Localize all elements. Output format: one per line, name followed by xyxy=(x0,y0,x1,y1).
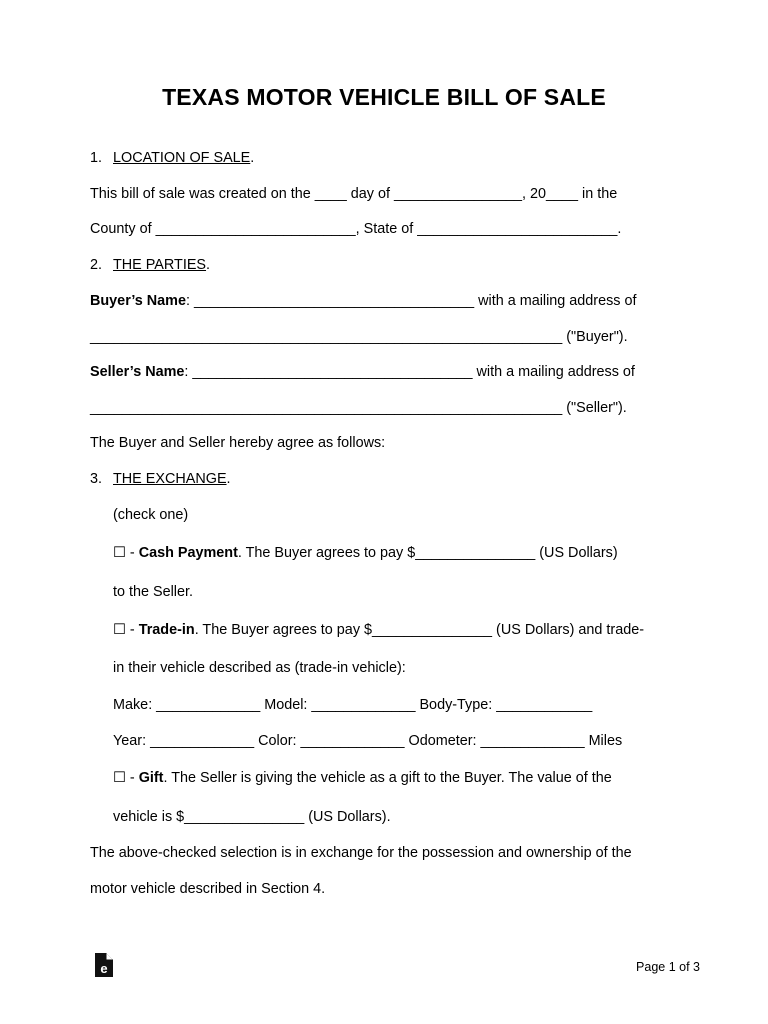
cash-payment-option: ☐ - Cash Payment. The Buyer agrees to pay $_______________ (US Dollars) xyxy=(113,545,618,561)
trade-in-option: ☐ - Trade-in. The Buyer agrees to pay $_______________ (US Dollars) and trade- xyxy=(113,622,645,638)
section-number: 1. xyxy=(90,150,103,166)
agreement-line: The Buyer and Seller hereby agree as follows: xyxy=(90,435,386,451)
closing-line1: The above-checked selection is in exchange for the possession and ownership of the xyxy=(90,845,632,861)
seller-name-label: Seller’s Name xyxy=(90,364,185,380)
seller-name-line: Seller’s Name: ___________________________________ with a mailing address of xyxy=(90,364,635,380)
make-model-line: Make: _____________ Model: _____________ Body-Type: ____________ xyxy=(113,697,593,713)
gift-option: ☐ - Gift. The Seller is giving the vehicle as a gift to the Buyer. The value of the xyxy=(113,770,612,786)
year-color-line: Year: _____________ Color: _____________ Odometer: _____________ Miles xyxy=(113,733,623,749)
section-number: 2. xyxy=(90,257,103,273)
closing-line2: motor vehicle described in Section 4. xyxy=(90,881,326,897)
section-title: THE PARTIES xyxy=(113,257,207,273)
page-number: Page 1 of 3 xyxy=(636,960,700,974)
section-title: THE EXCHANGE xyxy=(113,471,227,487)
section-title: LOCATION OF SALE xyxy=(113,150,251,166)
section-number: 3. xyxy=(90,471,103,487)
trade-in-checkbox[interactable]: ☐ - xyxy=(113,622,135,638)
section2-heading: 2. THE PARTIES. xyxy=(90,257,211,273)
county-state-line: County of _________________________, State of _________________________. xyxy=(90,221,622,237)
eforms-logo-icon xyxy=(94,952,114,978)
trade-in-line2: in their vehicle described as (trade-in vehicle): xyxy=(113,660,406,676)
buyer-name-label: Buyer’s Name xyxy=(90,293,186,309)
seller-address-line: ___________________________________________________________ ("Seller"). xyxy=(90,400,627,416)
buyer-name-line: Buyer’s Name: ___________________________________ with a mailing address of xyxy=(90,293,637,309)
svg-text:e: e xyxy=(100,961,108,976)
buyer-address-line: ___________________________________________________________ ("Buyer"). xyxy=(90,329,628,345)
gift-value-line: vehicle is $_______________ (US Dollars). xyxy=(113,809,391,825)
cash-payment-line2: to the Seller. xyxy=(113,584,193,600)
trade-in-label: Trade-in xyxy=(138,622,195,638)
gift-checkbox[interactable]: ☐ - xyxy=(113,770,135,786)
document-title: TEXAS MOTOR VEHICLE BILL OF SALE xyxy=(162,84,606,110)
sale-date-line: This bill of sale was created on the ____ day of ________________, 20____ in the xyxy=(90,186,618,202)
cash-payment-label: Cash Payment xyxy=(138,545,238,561)
cash-payment-checkbox[interactable]: ☐ - xyxy=(113,545,135,561)
section3-heading: 3. THE EXCHANGE. xyxy=(90,471,231,487)
gift-label: Gift xyxy=(138,770,164,786)
section1-heading: 1. LOCATION OF SALE. xyxy=(90,150,255,166)
check-one-note: (check one) xyxy=(113,507,189,523)
